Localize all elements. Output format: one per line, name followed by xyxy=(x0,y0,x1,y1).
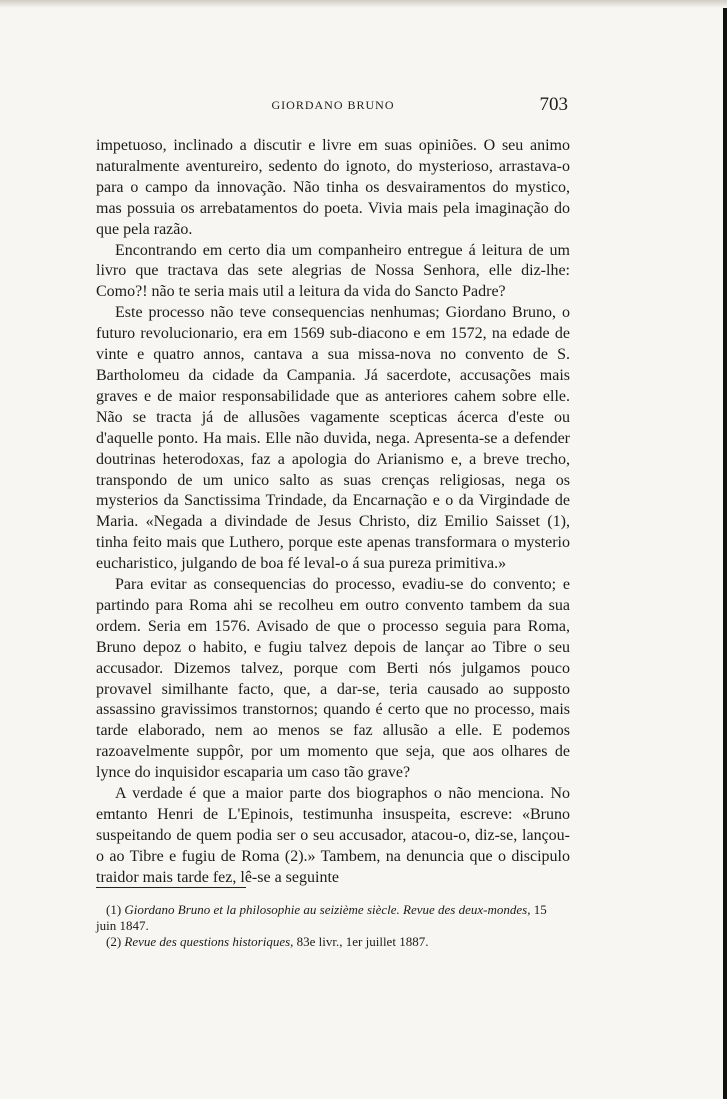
page-number: 703 xyxy=(539,94,568,115)
footnote-title: Revue des questions historiques, xyxy=(124,934,294,949)
footnote-date: 15 juin 1847. xyxy=(96,902,547,933)
paragraph: Encontrando em certo dia um companheiro entregue á leitura de um livro que tractava das sete alegrias de Nossa Senhora, elle diz-lhe: Como?! não te seria mais util a leitura da vida do Sancto Padre? xyxy=(96,241,570,301)
footnotes xyxy=(96,902,570,950)
footnote-rule xyxy=(96,887,246,888)
scan-edge xyxy=(0,0,727,8)
footnote xyxy=(96,902,570,934)
page-header xyxy=(96,94,570,118)
paragraph: A verdade é que a maior parte dos biographos o não menciona. No emtanto Henri de L'Epinois, testimunha insuspeita, escreve: «Bruno suspeitando de quem podia ser o seu accusador, atacou-o, diz-se, lançou-o ao Tibre e fugiu de Roma (2).» Tambem, na denuncia que o discipulo traidor mais tarde fez, lê-se a seguinte xyxy=(96,785,570,886)
body-text xyxy=(96,136,570,889)
paragraph: impetuoso, inclinado a discutir e livre em suas opiniões. O seu animo naturalmente aventureiro, sedento do ignoto, do mysterioso, arrastava-o para o campo da innovação. Não tinha os desvairamentos do mystico, mas possuia os arrebatamentos do poeta. Vivia mais pela imaginação do que pela razão. xyxy=(96,137,570,238)
running-title: GIORDANO BRUNO xyxy=(271,98,395,112)
paragraph: Para evitar as consequencias do processo, evadiu-se do convento; e partindo para Roma ahi se recolheu em outro convento tambem da sua ordem. Seria em 1576. Avisado de que o processo seguia para Roma, Bruno depoz o habito, e fugiu talvez depois de lançar ao Tibre o seu accusador. Dizemos talvez, porque com Berti nós julgamos pouco provavel similhante facto, que, a dar-se, teria causado ao supposto assassino gravissimos transtornos; quando é certo que no processo, mais tarde elaborado, nem ao menos se faz allusão a elle. E podemos razoavelmente suppôr, por um momento que seja, que aos olhares de lynce do inquisidor escaparia um caso tão grave? xyxy=(96,576,570,782)
footnote-marker: (2) xyxy=(106,934,122,949)
footnote-marker: (1) xyxy=(106,902,122,917)
footnote-date: 83e livr., 1er juillet 1887. xyxy=(296,934,429,949)
footnote xyxy=(96,934,570,950)
footnote-title: Giordano Bruno et la philosophie au seizième siècle. Revue des deux-mondes, xyxy=(124,902,531,917)
paragraph: Este processo não teve consequencias nenhumas; Giordano Bruno, o futuro revolucionario, era em 1569 sub-diacono e em 1572, na edade de vinte e quatro annos, cantava a sua missa-nova no convento de S. Bartholomeu da cidade da Campania. Já sacerdote, accusações mais graves e de maior responsabilidade que as anteriores cahem sobre elle. Não se tracta já de allusões vagamente scepticas ácerca d'este ou d'aquelle ponto. Ha mais. Elle não duvida, nega. Apresenta-se a defender doutrinas heterodoxas, faz a apologia do Arianismo e, a breve trecho, transpondo de um unico salto as suas crenças religiosas, nega os mysterios da Sanctissima Trindade, da Encarnação e o da Virgindade de Maria. «Negada a divindade de Jesus Christo, diz Emilio Saisset (1), tinha feito mais que Luthero, porque este apenas transformara o mysterio eucharistico, julgando de boa fé leval-o á sua pureza primitiva.» xyxy=(96,304,570,573)
